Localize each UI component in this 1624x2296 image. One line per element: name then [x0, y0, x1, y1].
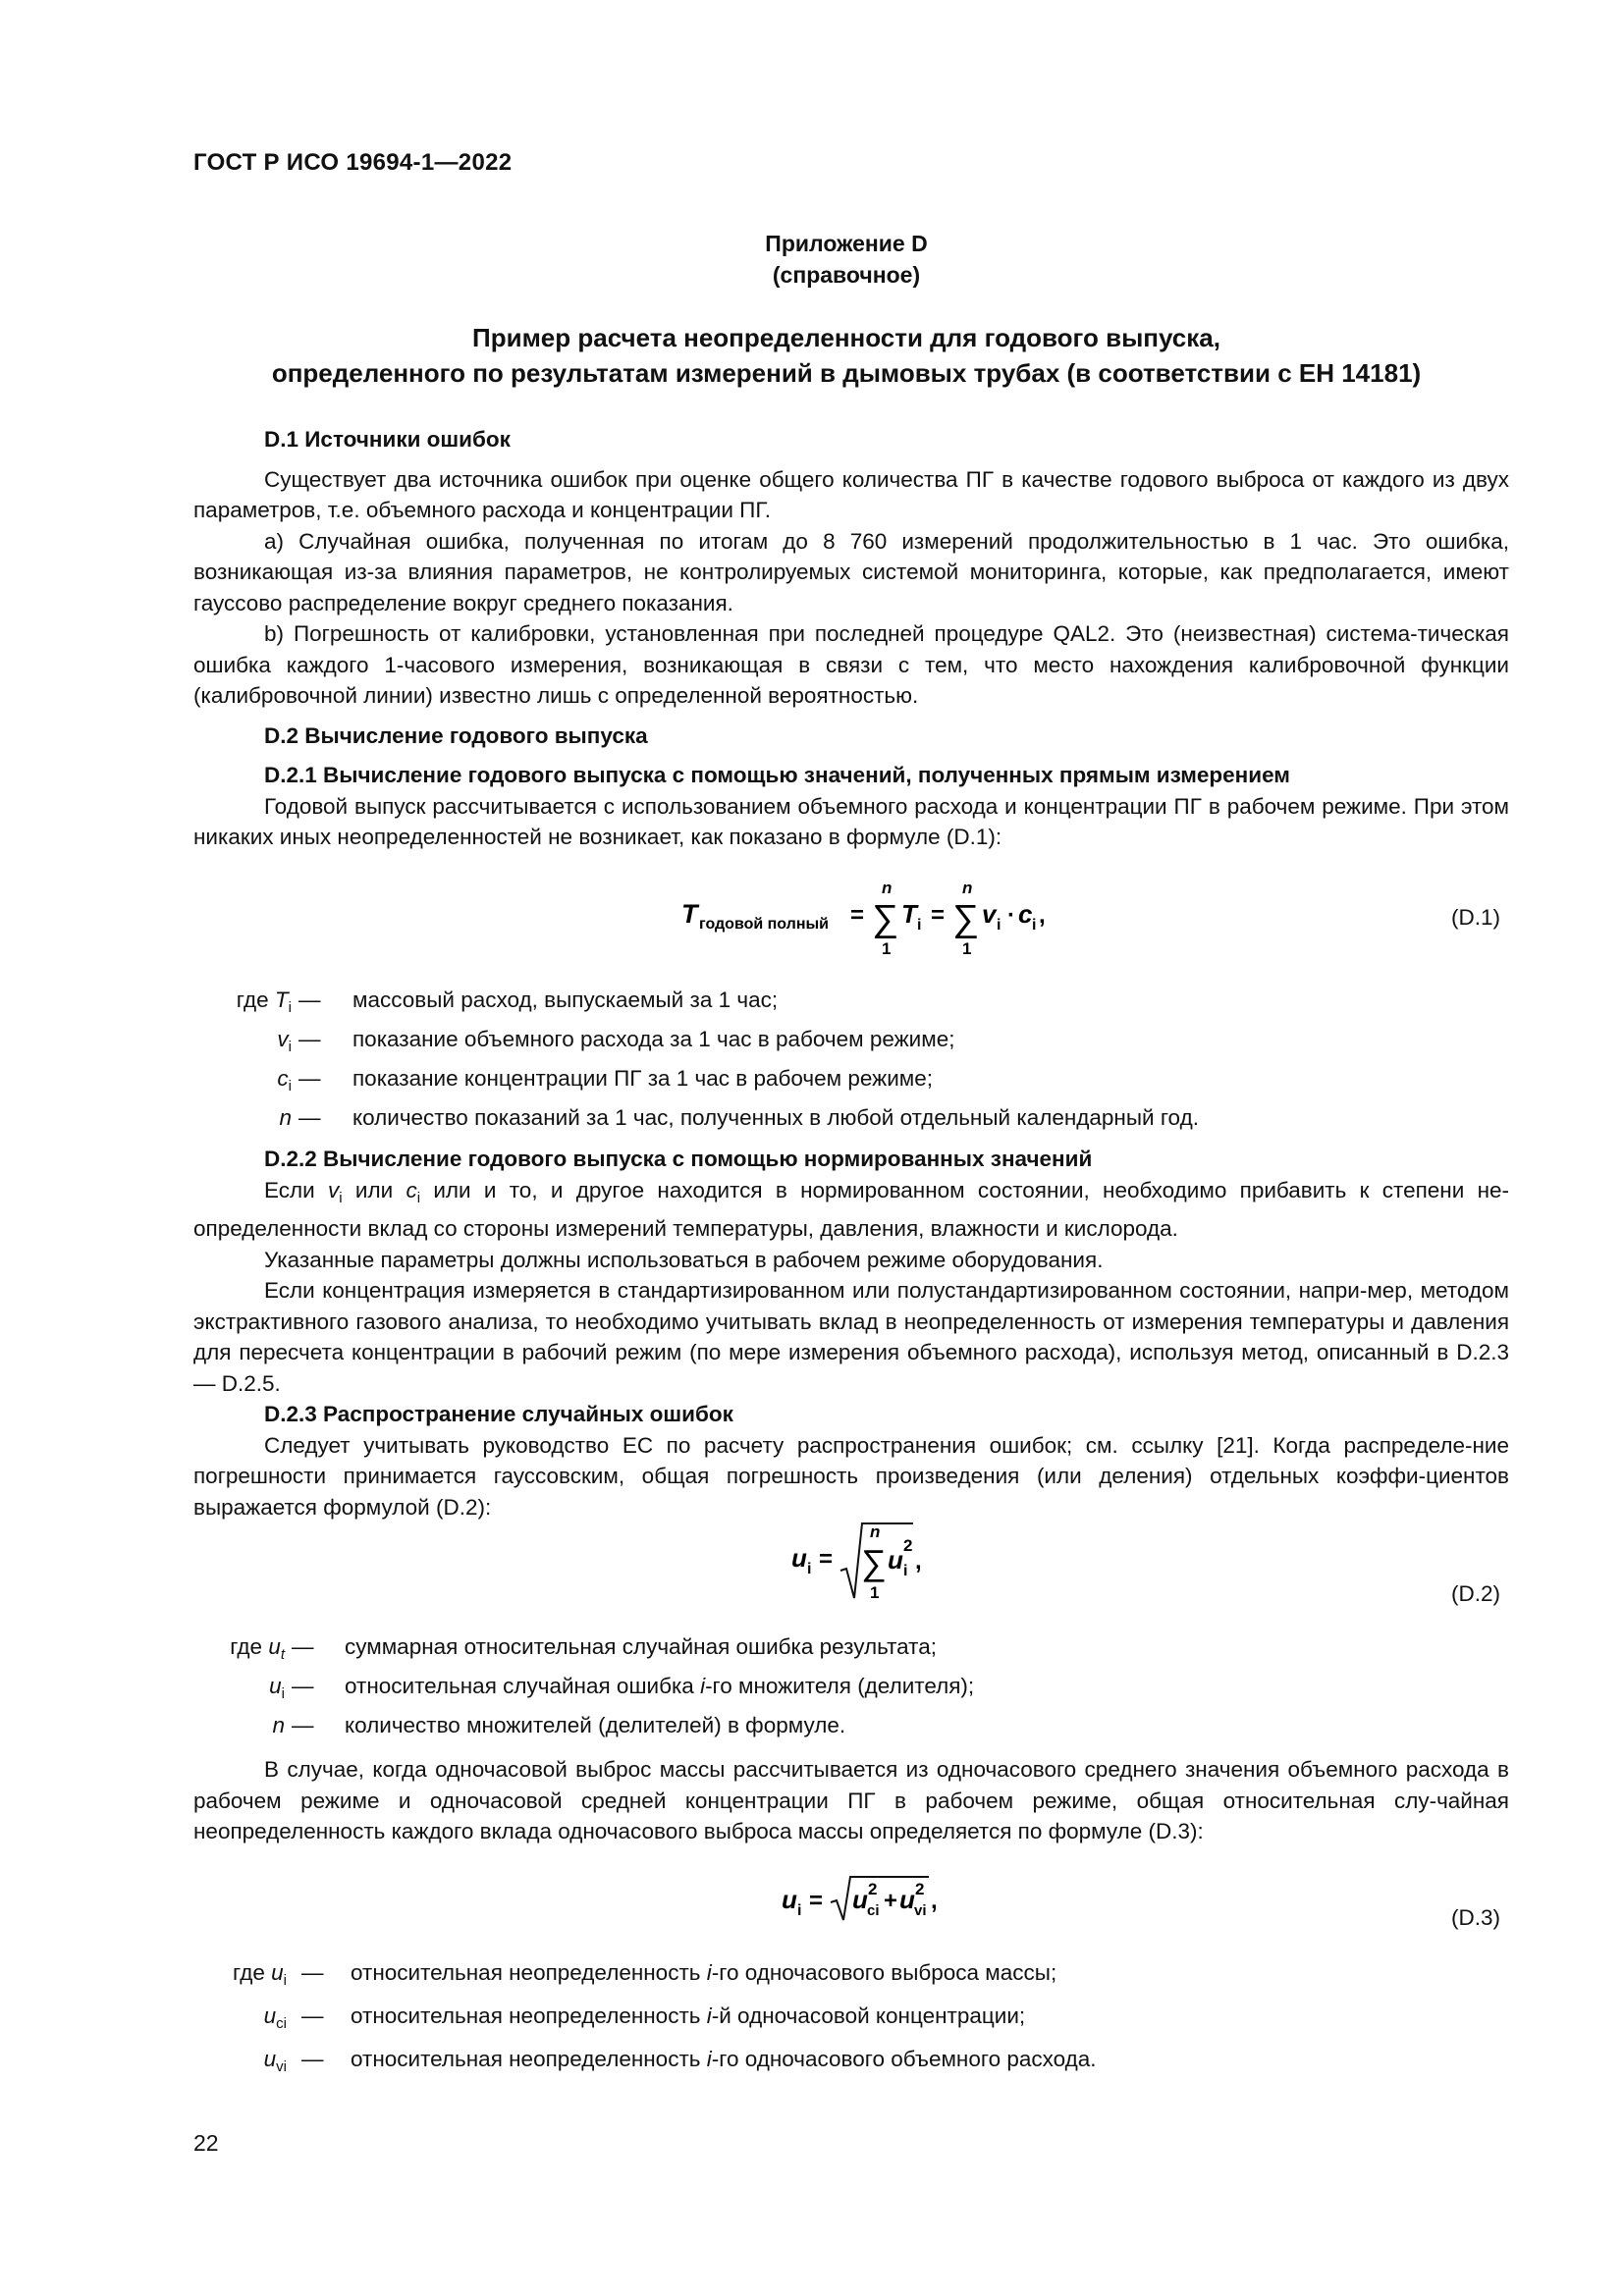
formula-d3-number: (D.3)	[1451, 1905, 1500, 1930]
paragraph-before-d3	[193, 1754, 1509, 1847]
formula-d3-term-b-sup: 2	[915, 1880, 925, 1898]
formula-d2-term-sup: 2	[903, 1536, 913, 1555]
definition-symbol-sub: ci	[276, 2015, 287, 2032]
definition-dash: —	[292, 1674, 314, 1698]
annex-heading-line2: определенного по результатам измерений в дымовых трубах (в соответствии с ЕН 14181)	[271, 358, 1422, 388]
section-d22-paragraph-1: Если $v_i$ или $c_i$ или и то, и другое находится в нормированном состоянии, необходимо прибавить к степени не-определенности вклад со стороны измерений температуры, давления, влажности и кислорода.	[193, 1177, 1509, 1241]
page-number: 22	[193, 2130, 219, 2156]
formula-d2-expression	[785, 1512, 962, 1610]
annex-heading-line1: Пример расчета неопределенности для годового выпуска,	[472, 323, 1220, 352]
definition-dash: —	[298, 1066, 321, 1091]
annex-label	[193, 228, 1499, 291]
formula-d2-definitions	[193, 1631, 1509, 1749]
definition-row	[193, 2044, 1509, 2087]
section-d23-heading: D.2.3 Распространение случайных ошибок	[264, 1402, 733, 1426]
section-d1-paragraph-a: a) Случайная ошибка, полученная по итогам до 8 760 измерений продолжительностью в 1 час. Это ошибка, возникающая из-за влияния параметров, не контролируемых системой мониторинга, которые, как предполагается, имеют гауссово распределение вокруг среднего показания.	[193, 528, 1509, 615]
section-d1-paragraph-1: Существует два источника ошибок при оценке общего количества ПГ в качестве годового выброса от каждого из двух параметров, т.е. объемного расхода и концентрации ПГ.	[193, 466, 1509, 522]
formula-d2-term-sub: i	[903, 1563, 908, 1579]
formula-d1-sum2-top: n	[962, 879, 973, 897]
formula-d1-equals-2: =	[931, 902, 946, 929]
formula-d1-lhs: T	[681, 899, 698, 929]
definition-symbol-sub: t	[280, 1646, 285, 1663]
formula-d3-comma: ,	[931, 1888, 938, 1914]
formula-d1-t-sub: i	[917, 917, 922, 934]
formula-d3-equals: =	[809, 1888, 824, 1914]
formula-d1-sum1-top: n	[882, 879, 893, 897]
definition-row	[193, 2001, 1509, 2044]
definition-text: относительная неопределенность i-й одночасовой концентрации;	[351, 2003, 1026, 2028]
definition-symbol: u	[268, 1634, 281, 1659]
annex-status: (справочное)	[772, 262, 921, 288]
section-d21-heading: D.2.1 Вычисление годового выпуска с помощью значений, полученных прямым измерением	[264, 763, 1290, 787]
formula-d1-lhs-sub: годовой полный	[699, 916, 829, 933]
definition-symbol-sub: vi	[276, 2058, 287, 2075]
formula-d1-equals-1: =	[850, 902, 865, 929]
definition-row	[193, 1631, 1509, 1671]
definition-dash: —	[298, 1027, 321, 1051]
formula-d1-dot: ·	[1007, 902, 1015, 929]
definition-dash: —	[301, 2047, 324, 2071]
definition-row	[193, 1957, 1509, 2001]
definition-dash: —	[292, 1634, 314, 1659]
section-d1	[193, 424, 1509, 853]
definition-symbol: n	[272, 1713, 285, 1737]
formula-d3-term-b: u	[899, 1885, 915, 1914]
section-d1-paragraph-b: b) Погрешность от калибровки, установленная при последней процедуре QAL2. Это (неизвестная) система-тическая ошибка каждого 1-часового измерения, возникающая в связи с тем, что место нахождения калибровочной функции (калибровочной линии) известно лишь с определенной вероятностью.	[193, 621, 1509, 708]
definition-symbol-sub: i	[288, 1078, 292, 1095]
definition-symbol-sub: i	[281, 1685, 285, 1702]
formula-d1-v: v	[982, 899, 997, 929]
formula-d1-c: c	[1018, 899, 1033, 929]
definition-where: где	[230, 1634, 263, 1659]
formula-d3-plus: +	[884, 1888, 898, 1914]
standard-header: ГОСТ Р ИСО 19694-1—2022	[193, 149, 513, 176]
formula-d3-term-b-sub: vi	[914, 1902, 927, 1919]
definition-dash: —	[301, 1960, 324, 1985]
definition-row	[193, 1024, 1509, 1063]
definition-symbol: n	[279, 1105, 292, 1130]
formula-d1-sum2-bottom: 1	[962, 939, 972, 958]
definition-text: показание объемного расхода за 1 час в рабочем режиме;	[352, 1027, 955, 1051]
formula-d2-sum-top: n	[870, 1522, 881, 1541]
paragraph-d3-intro: В случае, когда одночасовой выброс массы рассчитывается из одночасового среднего значения объемного расхода в рабочем режиме и одночасовой средней концентрации ПГ в рабочем режиме, общая относительная слу-чайная неопределенность каждого вклада одночасового выброса массы определяется по формуле (D.3):	[193, 1757, 1509, 1843]
definition-row	[193, 1710, 1509, 1749]
definition-text: относительная неопределенность i-го одночасового выброса массы;	[351, 1960, 1057, 1985]
definition-symbol: T	[274, 988, 289, 1012]
definition-symbol: u	[263, 2003, 277, 2028]
definition-symbol-sub: i	[288, 1039, 292, 1055]
definition-symbol: u	[269, 1674, 282, 1698]
definition-row	[193, 1671, 1509, 1710]
definition-row	[193, 1102, 1509, 1142]
definition-text: суммарная относительная случайная ошибка результата;	[345, 1634, 937, 1659]
formula-d3-expression	[776, 1865, 972, 1934]
formula-d1-number: (D.1)	[1451, 905, 1500, 930]
formula-d3-term-a: u	[852, 1885, 868, 1914]
definition-symbol: v	[277, 1027, 289, 1051]
formula-d1-sigma-1: ∑	[872, 898, 899, 939]
definition-where: где	[236, 988, 269, 1012]
definition-symbol: c	[277, 1066, 289, 1091]
formula-d3-term-a-sub: ci	[867, 1902, 880, 1919]
formula-d3-definitions	[193, 1957, 1509, 2087]
section-d22-paragraph-2: Указанные параметры должны использоваться в рабочем режиме оборудования.	[264, 1247, 1104, 1272]
definition-dash: —	[298, 1105, 321, 1130]
formula-d2-sum-bottom: 1	[870, 1583, 880, 1602]
definition-text: показание концентрации ПГ за 1 час в рабочем режиме;	[352, 1066, 934, 1091]
definition-where: где	[233, 1960, 265, 1985]
definition-text: относительная неопределенность i-го одночасового объемного расхода.	[351, 2047, 1097, 2071]
annex-heading	[193, 320, 1499, 391]
formula-d3-term-a-sup: 2	[868, 1880, 878, 1898]
formula-d2-lhs: u	[791, 1543, 807, 1573]
section-d2-heading: D.2 Вычисление годового выпуска	[264, 722, 648, 748]
formula-d1-t: T	[901, 899, 917, 929]
formula-d2-lhs-sub: i	[807, 1561, 812, 1577]
formula-d1-definitions	[193, 985, 1509, 1142]
section-d22-heading: D.2.2 Вычисление годового выпуска с помощью нормированных значений	[264, 1147, 1093, 1171]
section-d22-paragraph-3: Если концентрация измеряется в стандартизированном или полустандартизированном состоянии, напри-мер, методом экстрактивного газового анализа, то необходимо учитывать вклад в неопределенность от измерения температуры и давления для пересчета концентрации в рабочий режим (по мере измерения объемного расхода), используя метод, описанный в D.2.3 — D.2.5.	[193, 1278, 1509, 1396]
formula-d3-lhs-sub: i	[797, 1902, 802, 1919]
formula-d1-c-sub: i	[1032, 917, 1037, 934]
definition-symbol: u	[263, 2047, 277, 2071]
section-d1-heading: D.1 Источники ошибок	[264, 427, 511, 452]
formula-d2-comma: ,	[915, 1548, 922, 1575]
annex-title: Приложение D	[765, 231, 928, 256]
formula-d1-v-sub: i	[997, 917, 1001, 934]
definition-text: массовый расход, выпускаемый за 1 час;	[352, 988, 779, 1012]
definition-text: количество показаний за 1 час, полученных в любой отдельный календарный год.	[352, 1105, 1199, 1130]
formula-d1-sum1-bottom: 1	[882, 939, 892, 958]
formula-d2-sigma: ∑	[861, 1542, 887, 1582]
formula-d1-expression	[668, 864, 1080, 962]
formula-d2-number: (D.2)	[1451, 1581, 1500, 1606]
definition-dash: —	[298, 988, 321, 1012]
section-d22	[193, 1144, 1509, 1522]
definition-row	[193, 1063, 1509, 1102]
formula-d2-term: u	[888, 1545, 903, 1575]
definition-text: количество множителей (делителей) в формуле.	[345, 1713, 846, 1737]
definition-symbol: u	[271, 1960, 284, 1985]
definition-symbol-sub: i	[288, 999, 292, 1016]
formula-d1-comma: ,	[1039, 902, 1046, 929]
definition-text: относительная случайная ошибка i-го множителя (делителя);	[345, 1674, 975, 1698]
section-d21-paragraph: Годовой выпуск рассчитывается с использованием объемного расхода и концентрации ПГ в рабочем режиме. При этом никаких иных неопределенностей не возникает, как показано в формуле (D.1):	[193, 793, 1509, 849]
formula-d1-sigma-2: ∑	[952, 898, 980, 939]
formula-d2-equals: =	[819, 1546, 834, 1573]
definition-dash: —	[292, 1713, 314, 1737]
section-d23-paragraph-1: Следует учитывать руководство ЕС по расчету распространения ошибок; см. ссылку [21]. Когда распределе-ние погрешности принимается гауссовским, общая погрешность произведения (или деления) отдельных коэффи-циентов выражается формулой (D.2):	[193, 1432, 1509, 1520]
definition-row	[193, 985, 1509, 1024]
definition-symbol-sub: i	[283, 1972, 287, 1989]
formula-d3-lhs: u	[782, 1885, 797, 1914]
definition-dash: —	[301, 2003, 324, 2028]
